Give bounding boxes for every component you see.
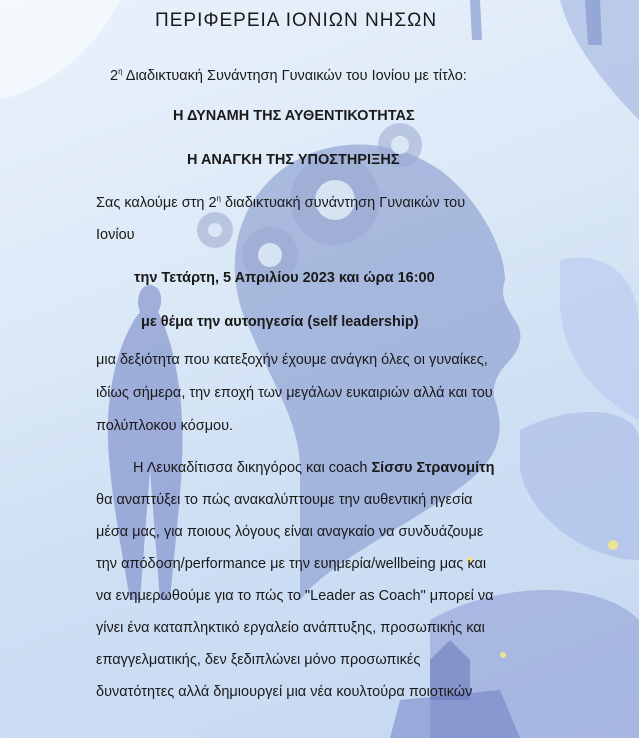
speaker-line: Η Λευκαδίτισσα δικηγόρος και coach Σίσσυ Στρανομίτη: [133, 460, 495, 476]
invite-line: Σας καλούμε στη $2^\eta$ διαδικτυακή συνάντηση Γυναικών του: [96, 194, 466, 211]
paragraph-line: ιδίως σήμερα, την εποχή των μεγάλων ευκαιριών αλλά και του: [96, 385, 493, 401]
paragraph-line: μια δεξιότητα που κατεξοχήν έχουμε ανάγκη όλες οι γυναίκες,: [96, 352, 488, 368]
headline-authenticity: Η ΔΥΝΑΜΗ ΤΗΣ ΑΥΘΕΝΤΙΚΟΤΗΤΑΣ: [173, 108, 415, 124]
paragraph-line: επαγγελματικής, δεν ξεδιπλώνει μόνο προσωπικές: [96, 652, 421, 668]
paragraph-line: πολύπλοκου κόσμου.: [96, 418, 234, 434]
topic-line: με θέμα την αυτοηγεσία (self leadership): [141, 314, 419, 330]
speaker-name: Σίσσυ Στρανομίτη: [371, 460, 495, 476]
paragraph-line: γίνει ένα καταπληκτικό εργαλείο ανάπτυξης, προσωπικής και: [96, 620, 485, 636]
paragraph-line: μέσα μας, για ποιους λόγους είναι αναγκαίο να συνδυάζουμε: [96, 524, 484, 540]
paragraph-line: δυνατότητες αλλά δημιουργεί μια νέα κουλτούρα ποιοτικών: [96, 684, 473, 700]
invite-line-2: Ιονίου: [96, 227, 135, 243]
intro-line: $2^\eta$ Διαδικτυακή Συνάντηση Γυναικών του Ιονίου με τίτλο:: [110, 67, 467, 84]
page-title: ΠΕΡΙΦΕΡΕΙΑ ΙΟΝΙΩΝ ΝΗΣΩΝ: [155, 10, 438, 31]
date-line: την Τετάρτη, 5 Απριλίου 2023 και ώρα 16:00: [134, 270, 435, 286]
paragraph-line: να ενημερωθούμε για το πώς το "Leader as Coach" μπορεί να: [96, 588, 494, 604]
paragraph-line: θα αναπτύξει το πώς ανακαλύπτουμε την αυθεντική ηγεσία: [96, 492, 473, 508]
paragraph-line: την απόδοση/performance με την ευημερία/wellbeing μας και: [96, 556, 487, 572]
headline-support: Η ΑΝΑΓΚΗ ΤΗΣ ΥΠΟΣΤΗΡΙΞΗΣ: [187, 152, 400, 168]
